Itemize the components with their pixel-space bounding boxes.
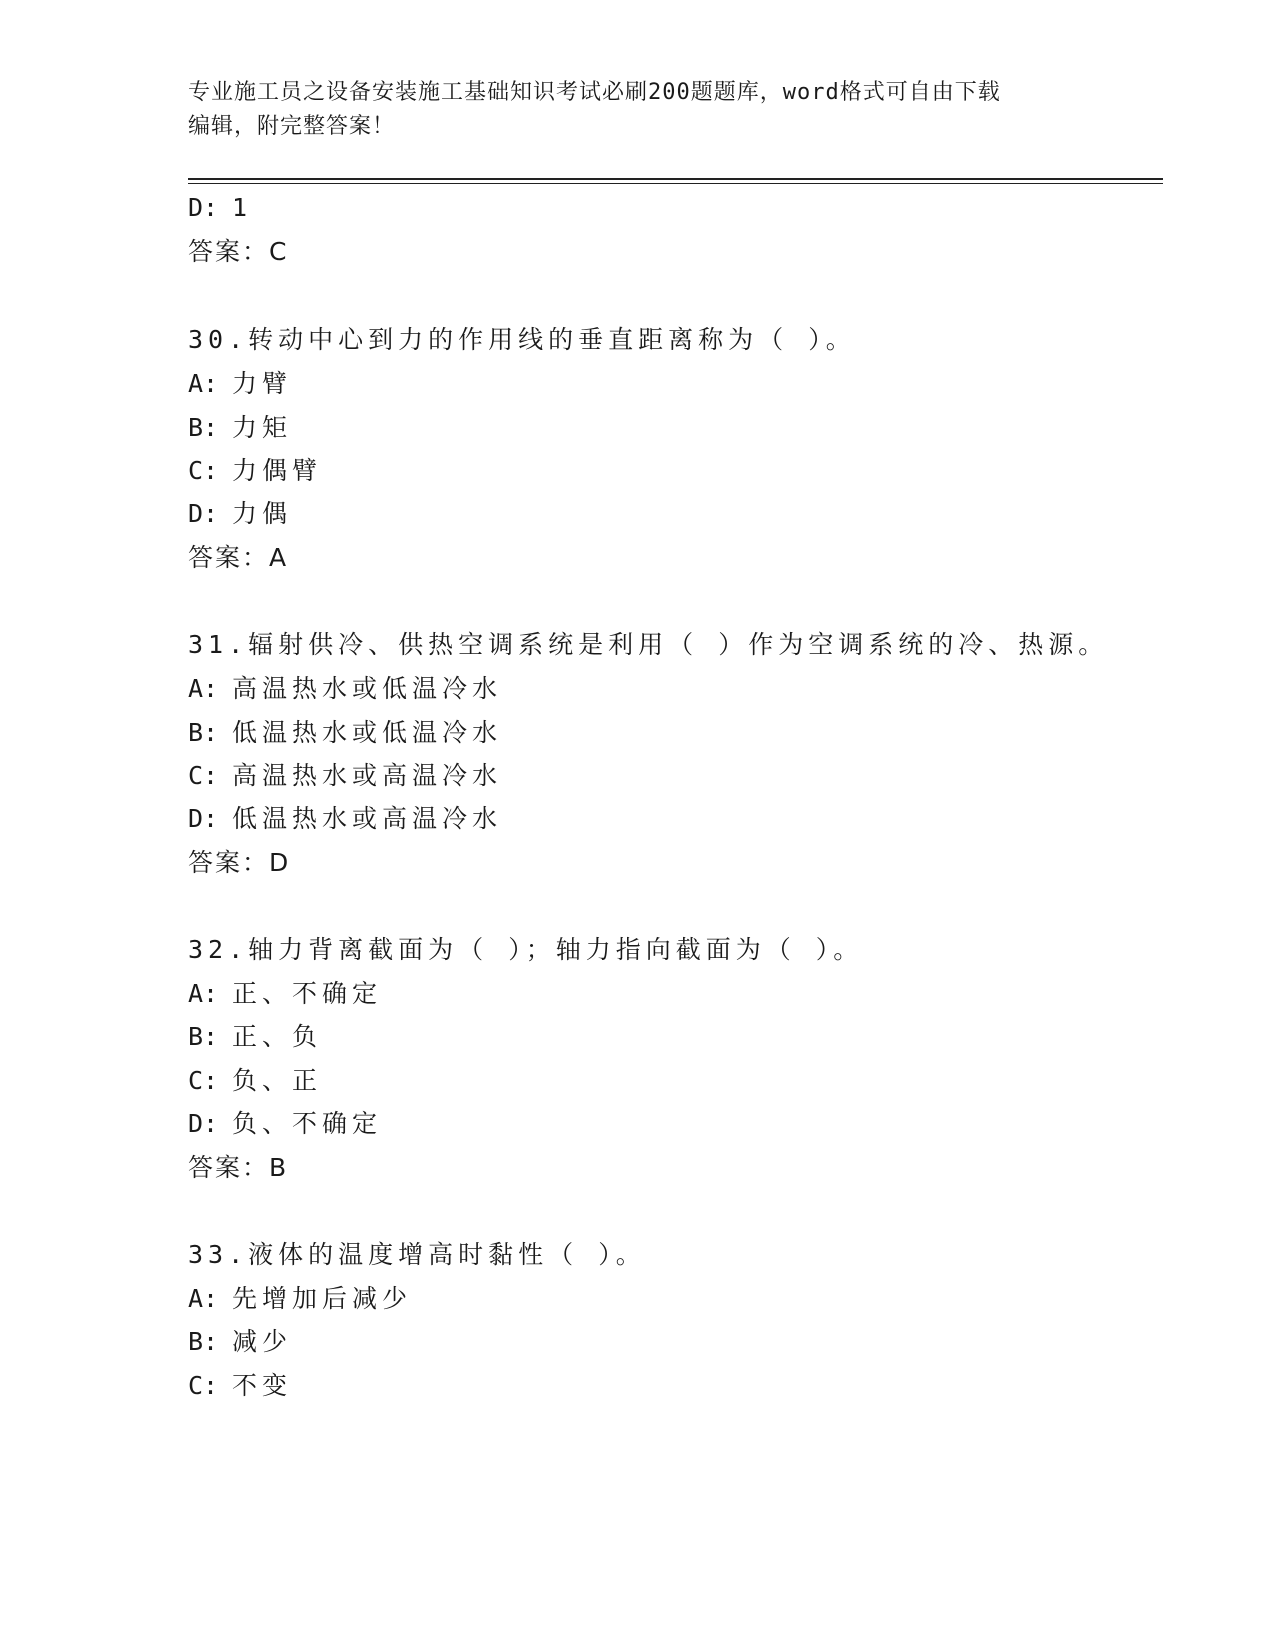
option-letter: D: (188, 1109, 219, 1138)
option-text: 减少 (232, 1327, 293, 1356)
option-a (188, 1283, 412, 1315)
question-stem: 30.转动中心到力的作用线的垂直距离称为（ ）。 (188, 325, 856, 354)
option-letter: B: (188, 1022, 219, 1051)
option-text: 负、不确定 (232, 1109, 383, 1138)
option-text: 正、负 (232, 1022, 323, 1051)
option-text: 低温热水或低温冷水 (232, 718, 503, 747)
option-letter: C: (188, 761, 219, 790)
question-stem: 31.辐射供冷、供热空调系统是利用（ ）作为空调系统的冷、热源。 (188, 630, 1109, 659)
option-text: 力偶臂 (232, 456, 323, 485)
option-text: 力臂 (232, 369, 293, 398)
option-d (188, 803, 502, 835)
option-b (188, 1326, 292, 1358)
option-text: 力矩 (232, 413, 293, 442)
option-c (188, 1370, 292, 1402)
option-a (188, 368, 292, 400)
answer-line: 答案：D (188, 848, 291, 877)
header-divider-thick (188, 178, 1163, 180)
option-letter: A: (188, 674, 219, 703)
option-text: 高温热水或低温冷水 (232, 674, 503, 703)
option-c (188, 760, 502, 792)
option-letter: D: (188, 499, 219, 528)
option-letter: B: (188, 718, 219, 747)
option-d (188, 192, 252, 224)
option-text: 正、不确定 (232, 979, 383, 1008)
option-text: 低温热水或高温冷水 (232, 804, 503, 833)
option-d (188, 1108, 382, 1140)
option-letter: C: (188, 1371, 219, 1400)
option-text: 不变 (232, 1371, 293, 1400)
option-text: 先增加后减少 (232, 1284, 413, 1313)
option-letter: C: (188, 1066, 219, 1095)
option-letter: A: (188, 1284, 219, 1313)
option-text: 负、正 (232, 1066, 323, 1095)
option-b (188, 717, 502, 749)
option-b (188, 412, 292, 444)
answer-line: 答案：B (188, 1153, 289, 1182)
option-text: 力偶 (232, 499, 293, 528)
option-letter: D: (188, 193, 219, 222)
document-header (188, 76, 1088, 144)
option-d (188, 498, 292, 530)
header-title-line-1: 专业施工员之设备安装施工基础知识考试必刷200题题库，word格式可自由下载 (188, 80, 1001, 105)
option-a (188, 673, 502, 705)
option-text: 1 (232, 193, 253, 222)
answer-line: 答案：A (188, 543, 289, 572)
option-c (188, 1065, 322, 1097)
option-letter: A: (188, 979, 219, 1008)
option-letter: B: (188, 413, 219, 442)
option-letter: A: (188, 369, 219, 398)
option-a (188, 978, 382, 1010)
answer-line: 答案：C (188, 237, 289, 266)
header-divider-thin (188, 183, 1163, 184)
option-letter: B: (188, 1327, 219, 1356)
question-stem: 33.液体的温度增高时黏性（ ）。 (188, 1240, 646, 1269)
header-title-line-2: 编辑，附完整答案！ (188, 114, 396, 139)
question-stem: 32.轴力背离截面为（ ）；轴力指向截面为（ ）。 (188, 935, 864, 964)
option-letter: D: (188, 804, 219, 833)
option-letter: C: (188, 456, 219, 485)
option-b (188, 1021, 322, 1053)
option-c (188, 455, 322, 487)
option-text: 高温热水或高温冷水 (232, 761, 503, 790)
